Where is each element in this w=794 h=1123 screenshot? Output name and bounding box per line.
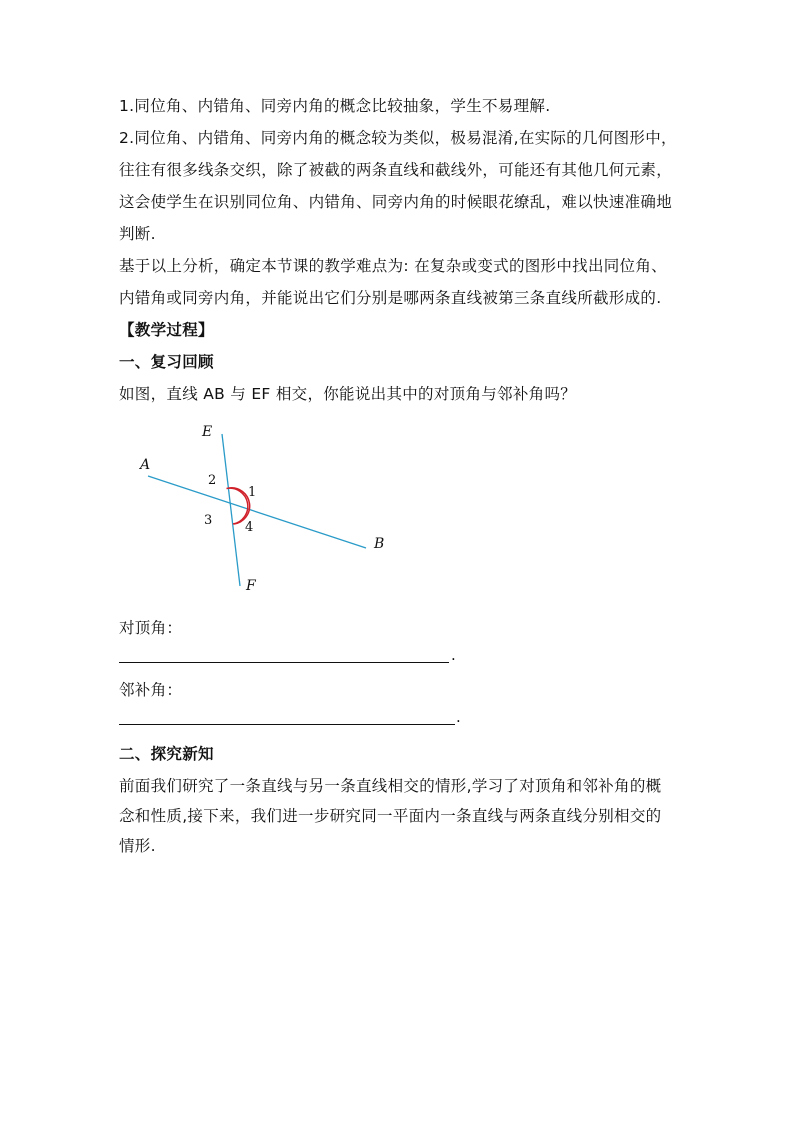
- section-review-heading: 一、复习回顾: [119, 353, 214, 371]
- adjacent-angles-label: 邻补角：: [119, 681, 183, 699]
- line-ef: [222, 434, 240, 586]
- teaching-process-heading: 【教学过程】: [119, 321, 214, 339]
- adjacent-angles-answer-line[interactable]: [119, 724, 455, 725]
- line-ab: [148, 476, 366, 548]
- explore-intro-1: 前面我们研究了一条直线与另一条直线相交的情形,学习了对顶角和邻补角的概: [119, 777, 662, 795]
- angle-label-2: 2: [208, 473, 217, 488]
- vertical-angles-label: 对顶角：: [119, 619, 183, 637]
- point-label-a: A: [140, 457, 151, 473]
- angle-label-1: 1: [248, 485, 257, 500]
- vertical-angles-answer-line[interactable]: [119, 662, 449, 663]
- intersecting-lines-figure: [130, 420, 410, 600]
- adjacent-angles-period: .: [456, 708, 461, 726]
- paragraph-difficulty-2-end: 判断.: [119, 225, 156, 243]
- section-explore-heading: 二、探究新知: [119, 745, 214, 763]
- vertical-angles-period: .: [451, 646, 456, 664]
- explore-intro-2: 念和性质,接下来，我们进一步研究同一平面内一条直线与两条直线分别相交的: [119, 807, 662, 825]
- paragraph-difficulty-2-cont2: 这会使学生在识别同位角、内错角、同旁内角的时候眼花缭乱，难以快速准确地: [119, 193, 673, 211]
- paragraph-conclusion: 基于以上分析，确定本节课的教学难点为: 在复杂或变式的图形中找出同位角、: [119, 257, 667, 275]
- angle-label-3: 3: [204, 513, 213, 528]
- paragraph-difficulty-2: 2.同位角、内错角、同旁内角的概念较为类似，极易混淆,在实际的几何图形中，: [119, 129, 677, 147]
- review-question: 如图，直线 AB 与 EF 相交，你能说出其中的对顶角与邻补角吗？: [119, 385, 577, 403]
- paragraph-conclusion-cont: 内错角或同旁内角，并能说出它们分别是哪两条直线被第三条直线所截形成的.: [119, 289, 662, 307]
- paragraph-difficulty-1: 1.同位角、内错角、同旁内角的概念比较抽象，学生不易理解.: [119, 97, 551, 115]
- point-label-f: F: [246, 578, 256, 594]
- explore-intro-3: 情形.: [119, 837, 156, 855]
- angle-label-4: 4: [245, 520, 254, 535]
- paragraph-difficulty-2-cont: 往往有很多线条交织，除了被截的两条直线和截线外，可能还有其他几何元素，: [119, 161, 673, 179]
- point-label-b: B: [374, 536, 385, 552]
- point-label-e: E: [202, 424, 213, 440]
